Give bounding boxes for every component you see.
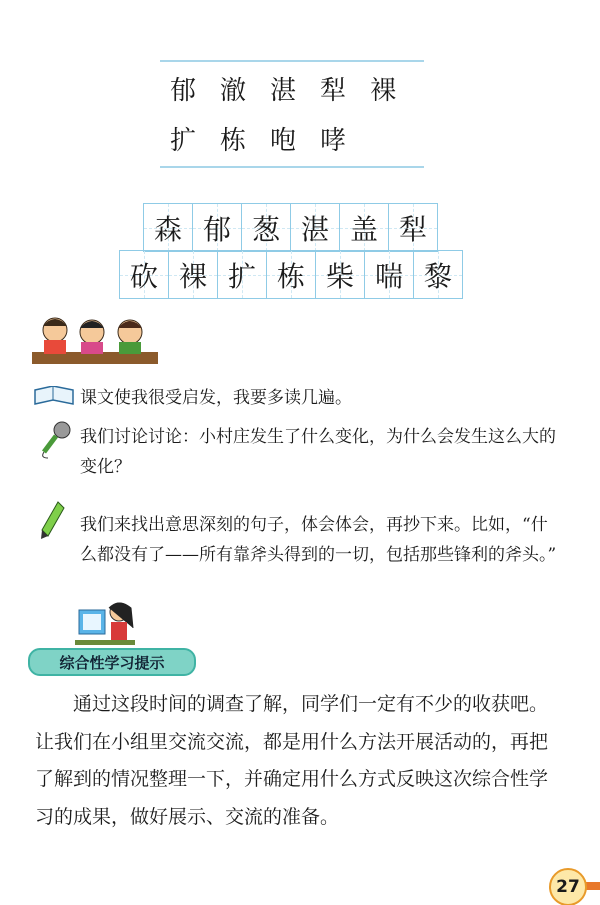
grid-cell: 扩 <box>217 250 267 299</box>
section-paragraph: 通过这段时间的调查了解，同学们一定有不少的收获吧。让我们在小组里交流交流，都是用什么方法开展活动的，再把了解到的情况整理一下，并确定用什么方式反映这次综合性学习的成果，做好展示、交流的准备。 <box>35 693 549 828</box>
children-discussing-illustration <box>30 312 160 368</box>
tip-text: 我们来找出意思深刻的句子，体会体会，再抄下来。比如，“什么都没有了——所有靠斧头得到的一切，包括那些锋利的斧头。” <box>80 515 557 565</box>
word: 湛 <box>270 76 297 106</box>
word: 裸 <box>370 76 397 106</box>
tip-text: 课文使我很受启发，我要多读几遍。 <box>80 388 352 408</box>
divider <box>160 166 424 168</box>
grid-cell: 砍 <box>119 250 169 299</box>
grid-cell: 黎 <box>413 250 463 299</box>
grid-cell: 犁 <box>388 203 438 252</box>
grid-cell: 湛 <box>290 203 340 252</box>
grid-cell: 裸 <box>168 250 218 299</box>
section-badge: 综合性学习提示 <box>28 648 196 676</box>
word-row-2 <box>170 120 346 157</box>
grid-cell: 栋 <box>266 250 316 299</box>
microphone-icon <box>38 420 74 460</box>
grid-cell: 柴 <box>315 250 365 299</box>
char-grid-row-2 <box>120 250 463 299</box>
grid-cell: 喘 <box>364 250 414 299</box>
page-number: 27 <box>549 868 587 905</box>
word: 咆 <box>270 126 297 156</box>
word: 哮 <box>320 126 347 156</box>
word: 扩 <box>170 126 197 156</box>
grid-cell: 森 <box>143 203 193 252</box>
grid-cell: 郁 <box>192 203 242 252</box>
divider <box>160 60 424 62</box>
grid-cell: 葱 <box>241 203 291 252</box>
word: 犁 <box>320 76 347 106</box>
pen-icon <box>40 500 66 540</box>
girl-computer-illustration <box>75 598 135 648</box>
word: 澈 <box>220 76 247 106</box>
word: 郁 <box>170 76 197 106</box>
grid-cell: 盖 <box>339 203 389 252</box>
word: 栋 <box>220 126 247 156</box>
page-tab <box>585 882 600 890</box>
tip-text: 我们讨论讨论：小村庄发生了什么变化，为什么会发生这么大的变化？ <box>80 427 556 477</box>
word-row-1 <box>170 70 396 107</box>
char-grid-row-1 <box>144 203 438 252</box>
book-icon <box>33 386 75 408</box>
